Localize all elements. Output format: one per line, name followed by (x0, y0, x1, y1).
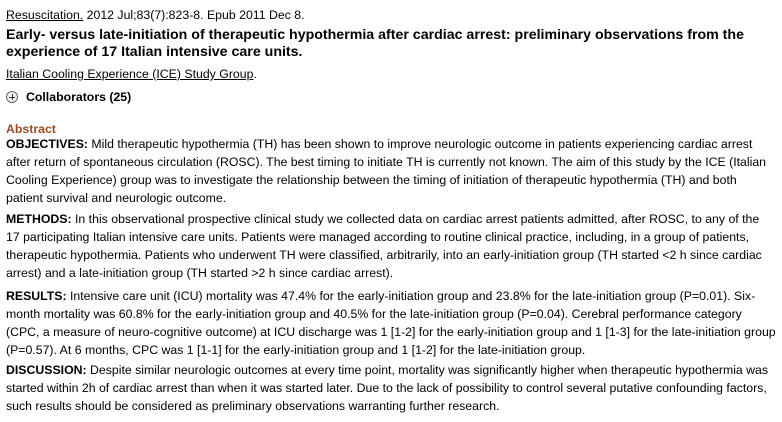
objectives-text: Mild therapeutic hypothermia (TH) has been shown to improve neurologic outcome in patients experiencing cardiac arrest after return of spontaneous circulation (ROSC). The best timing to initiate TH is currently not known. The aim of this study by the ICE (Italian Cooling Experience) group was to investigate the relationship between the timing of initiation of therapeutic hypothermia (TH) and both patient survival and neurologic outcome. (6, 137, 767, 205)
discussion-text: Despite similar neurologic outcomes at every time point, mortality was significantly higher when therapeutic hypothermia was started within 2h of cardiac arrest than when it was started later. Due to the lack of possibility to control several putative confounding factors, such results should be considered as preliminary observations warranting further research. (6, 363, 769, 413)
results-text: Intensive care unit (ICU) mortality was 47.4% for the early-initiation group and 23.8% for the late-initiation group (P=0.01). Six-month mortality was 60.8% for the early-initiation group and 40.5% for the late-initiation group (P=0.04). Cerebral performance category (CPC, a measure of neuro-cognitive outcome) at ICU discharge was 1 [1-2] for the early-initiation group and 1 [1-3] for the late-initiation group (P=0.57). At 6 months, CPC was 1 [1-1] for the early-initiation group and 1 [1-2] for the late-initiation group. (6, 289, 776, 357)
citation (6, 7, 305, 23)
results-paragraph (6, 287, 776, 359)
discussion-paragraph (6, 361, 776, 415)
author-group-suffix: . (253, 67, 257, 81)
author-group-link[interactable]: Italian Cooling Experience (ICE) Study Group (6, 67, 254, 81)
plus-circle-icon[interactable] (6, 91, 18, 103)
discussion-label: DISCUSSION: (6, 363, 87, 377)
methods-paragraph (6, 210, 776, 282)
collaborators-label: Collaborators (25) (26, 90, 132, 104)
collaborators-toggle[interactable] (6, 89, 131, 105)
methods-label: METHODS: (6, 212, 72, 226)
article-title: Early- versus late-initiation of therapeutic hypothermia after cardiac arrest: preliminary observations from the experience of 17 Italian intensive care units. (6, 27, 744, 60)
objectives-label: OBJECTIVES: (6, 137, 88, 151)
citation-details: 2012 Jul;83(7):823-8. Epub 2011 Dec 8. (83, 8, 305, 22)
abstract-heading: Abstract (6, 122, 56, 136)
results-label: RESULTS: (6, 289, 67, 303)
journal-link[interactable]: Resuscitation. (6, 8, 84, 22)
author-line (6, 66, 257, 82)
methods-text: In this observational prospective clinical study we collected data on cardiac arrest patients admitted, after ROSC, to any of the 17 participating Italian intensive care units. Patients were managed according to routine clinical practice, including, in a group of patients, therapeutic hypothermia. Patients who underwent TH were classified, arbitrarily, into an early-initiation group (TH started <2 h since cardiac arrest) and a late-initiation group (TH started >2 h since cardiac arrest). (6, 212, 762, 280)
objectives-paragraph (6, 135, 776, 207)
